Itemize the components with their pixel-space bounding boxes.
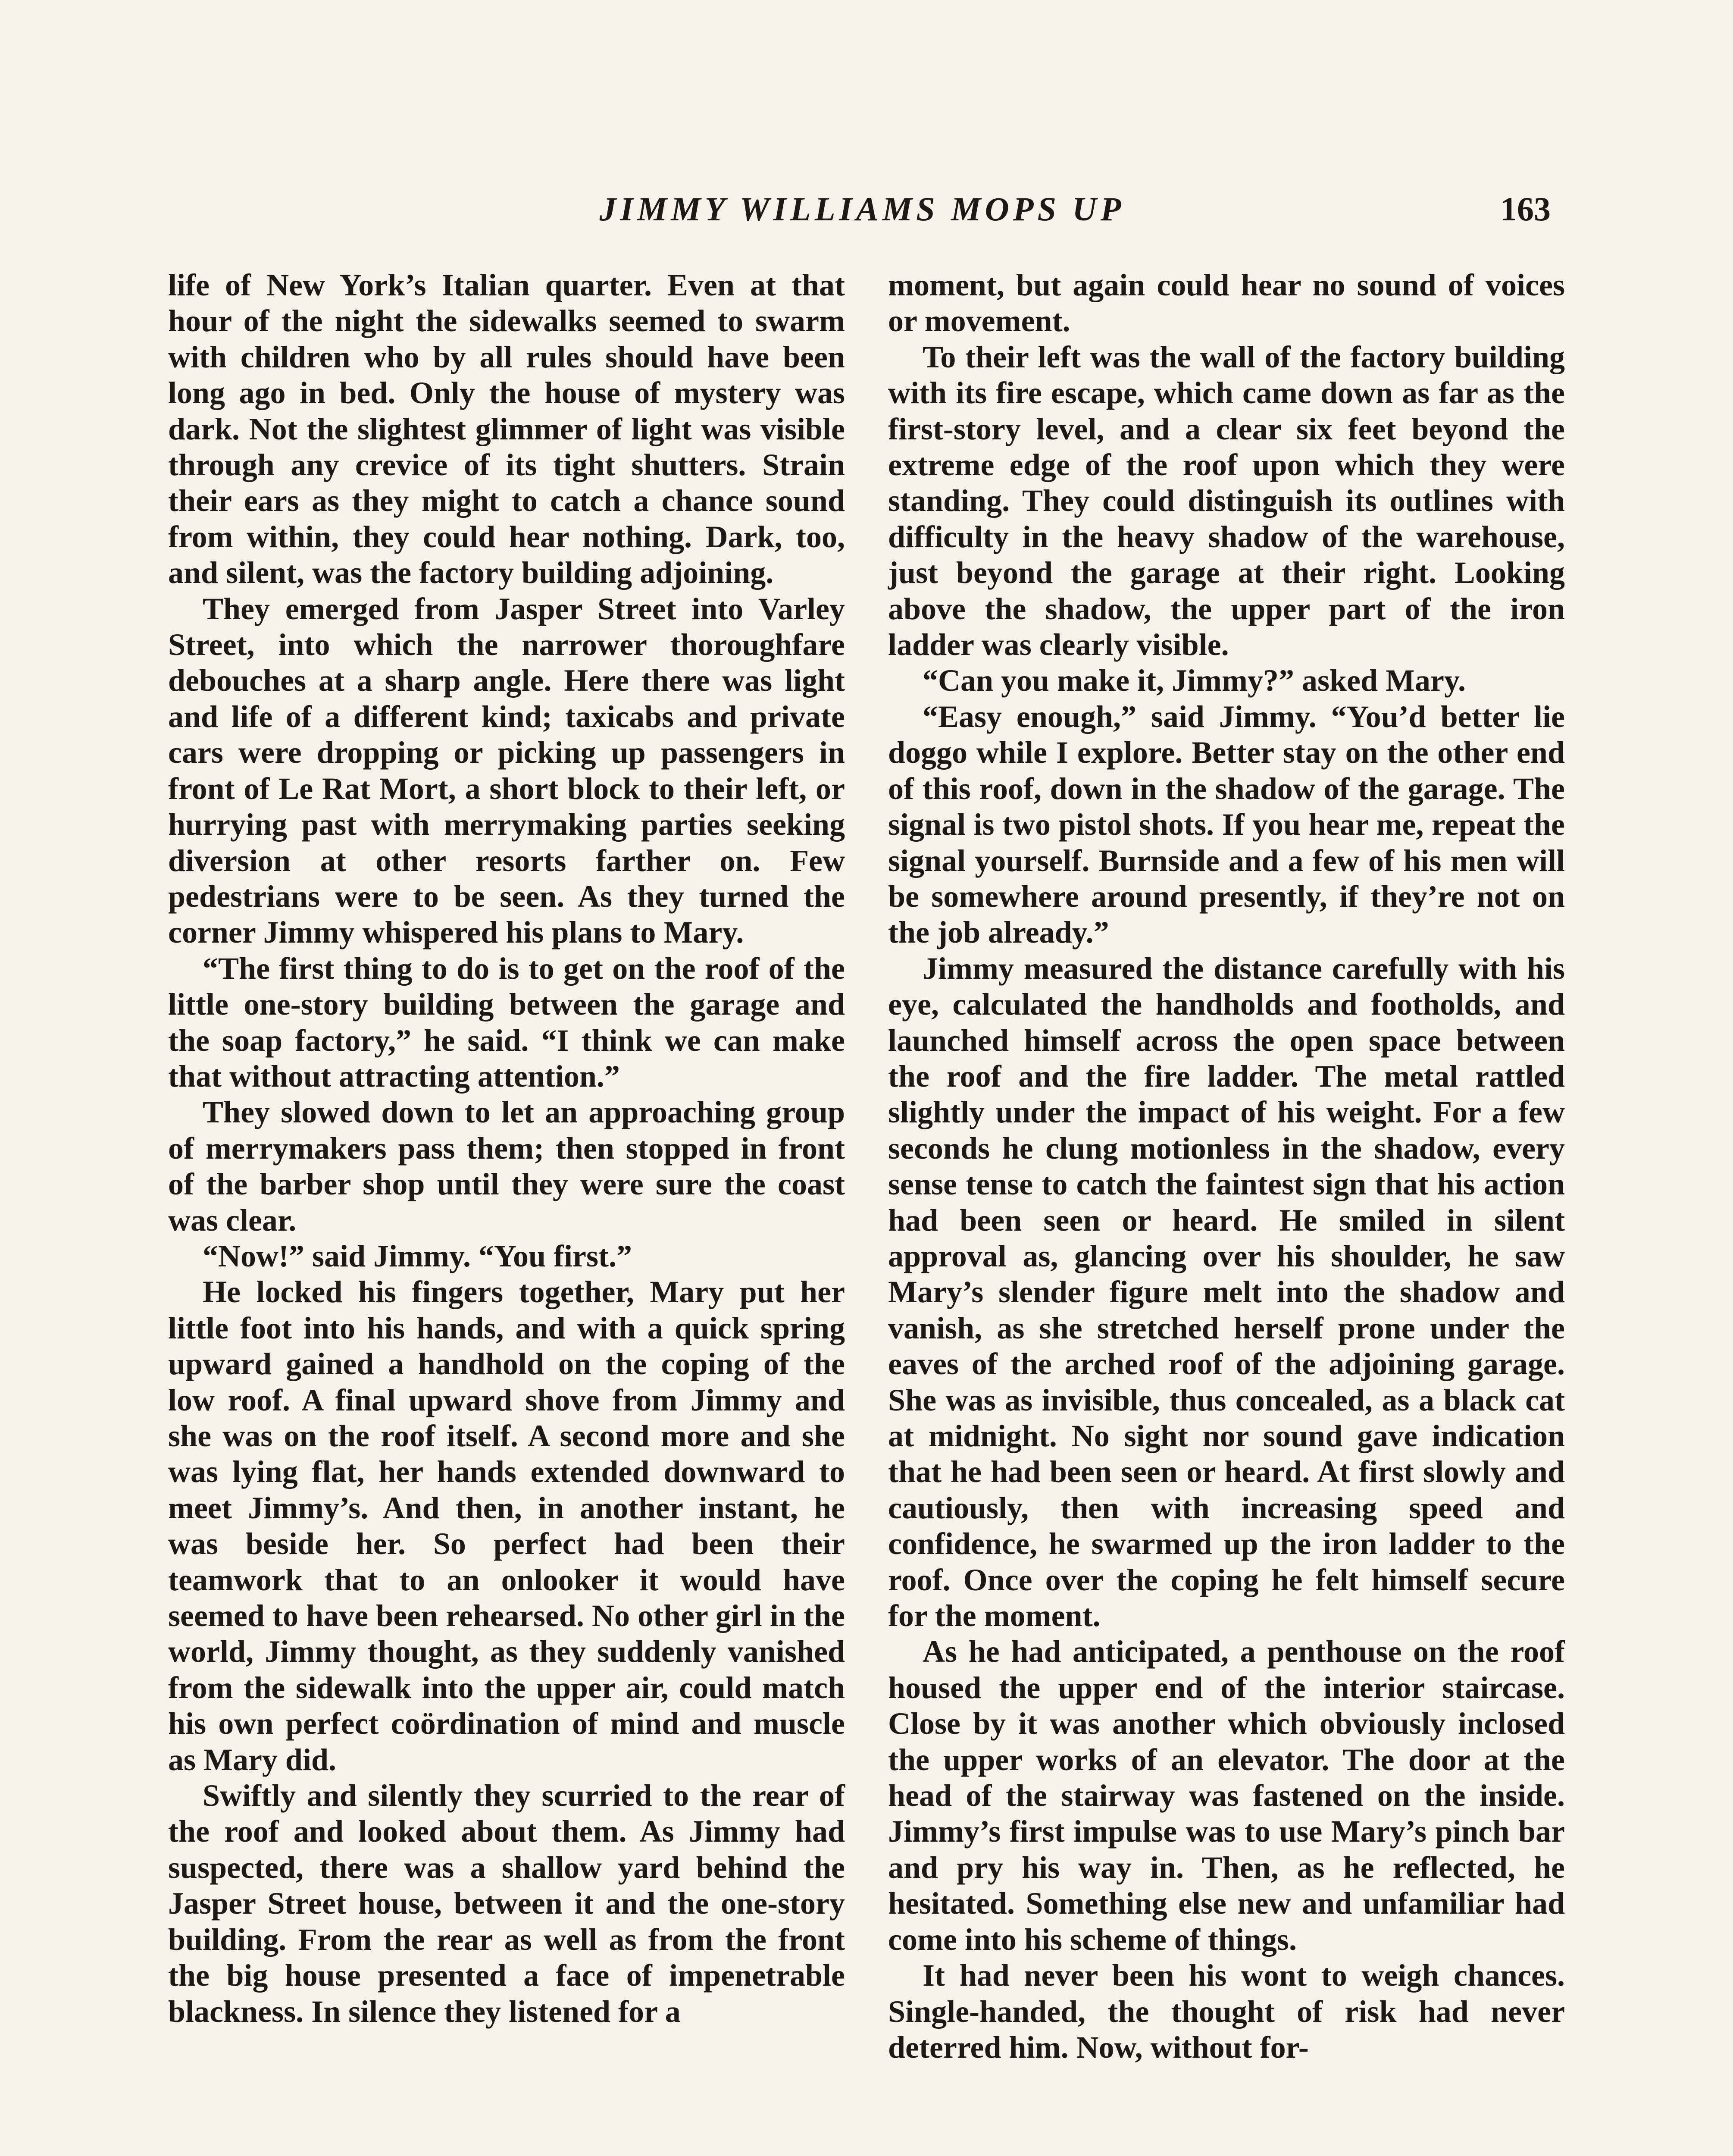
paragraph: He locked his fingers together, Mary put her little foot into his hands, and with a quick spring upward gained a handhold on the coping of the low roof. A final upward shove from Jimmy and she was on the roof itself. A second more and she was lying flat, her hands extended downward to meet Jimmy’s. And then, in another instant, he was beside her. So perfect had been their teamwork that to an onlooker it would have seemed to have been rehearsed. No other girl in the world, Jimmy thought, as they suddenly vanished from the sidewalk into the upper air, could match his own perfect coördination of mind and muscle as Mary did.: [168, 1275, 845, 1777]
left-column: [168, 267, 845, 2030]
paragraph: life of New York’s Italian quarter. Even at that hour of the night the sidewalks seemed to swarm with children who by all rules should have been long ago in bed. Only the house of mystery was dark. Not the slightest glimmer of light was visible through any crevice of its tight shutters. Strain their ears as they might to catch a chance sound from within, they could hear nothing. Dark, too, and silent, was the factory building adjoining.: [168, 268, 845, 590]
paragraph: Swiftly and silently they scurried to the rear of the roof and looked about them. As Jimmy had suspected, there was a shallow yard behind the Jasper Street house, between it and the one-story building. From the rear as well as from the front the big house presented a face of impenetrable blackness. In silence they listened for a: [168, 1778, 845, 2029]
paragraph: moment, but again could hear no sound of voices or movement.: [888, 268, 1565, 338]
paragraph: “Now!” said Jimmy. “You first.”: [203, 1238, 632, 1273]
paragraph: “Easy enough,” said Jimmy. “You’d better lie doggo while I explore. Better stay on the other end of this roof, down in the shadow of the garage. The signal is two pistol shots. If you hear me, repeat the signal yourself. Burnside and a few of his men will be somewhere around presently, if they’re not on the job already.”: [888, 699, 1565, 950]
right-column: [888, 267, 1565, 2065]
paragraph: “Can you make it, Jimmy?” asked Mary.: [923, 663, 1466, 698]
paragraph: Jimmy measured the distance carefully with his eye, calculated the handholds and footholds, and launched himself across the open space between the roof and the fire ladder. The metal rattled slightly under the impact of his weight. For a few seconds he clung motionless in the shadow, every sense tense to catch the faintest sign that his action had been seen or heard. He smiled in silent approval as, glancing over his shoulder, he saw Mary’s slender figure melt into the shadow and vanish, as she stretched herself prone under the eaves of the arched roof of the adjoining garage. She was as invisible, thus concealed, as a black cat at midnight. No sight nor sound gave indication that he had been seen or heard. At first slowly and cautiously, then with increasing speed and confidence, he swarmed up the iron ladder to the roof. Once over the coping he felt himself secure for the moment.: [888, 951, 1565, 1633]
paragraph: It had never been his wont to weigh chances. Single-handed, the thought of risk had never deterred him. Now, without for-: [888, 1958, 1565, 2065]
paragraph: To their left was the wall of the factory building with its fire escape, which came down as far as the first-story level, and a clear six feet beyond the extreme edge of the roof upon which they were standing. They could distinguish its outlines with difficulty in the heavy shadow of the warehouse, just beyond the garage at their right. Looking above the shadow, the upper part of the iron ladder was clearly visible.: [888, 339, 1565, 662]
page-number: 163: [1500, 190, 1551, 228]
paragraph: They slowed down to let an approaching group of merrymakers pass them; then stopped in front of the barber shop until they were sure the coast was clear.: [168, 1095, 845, 1238]
paragraph: As he had anticipated, a penthouse on the roof housed the upper end of the interior staircase. Close by it was another which obviously inclosed the upper works of an elevator. The door at the head of the stairway was fastened on the inside. Jimmy’s first impulse was to use Mary’s pinch bar and pry his way in. Then, as he reflected, he hesitated. Something else new and unfamiliar had come into his scheme of things.: [888, 1634, 1565, 1957]
paragraph: “The first thing to do is to get on the roof of the little one-story building between the garage and the soap factory,” he said. “I think we can make that without attracting attention.”: [168, 951, 845, 1094]
paragraph: They emerged from Jasper Street into Varley Street, into which the narrower thoroughfare debouches at a sharp angle. Here there was light and life of a different kind; taxicabs and private cars were dropping or picking up passengers in front of Le Rat Mort, a short block to their left, or hurrying past with merrymaking parties seeking diversion at other resorts farther on. Few pedestrians were to be seen. As they turned the corner Jimmy whispered his plans to Mary.: [168, 591, 845, 950]
running-title: JIMMY WILLIAMS MOPS UP: [599, 190, 1125, 228]
